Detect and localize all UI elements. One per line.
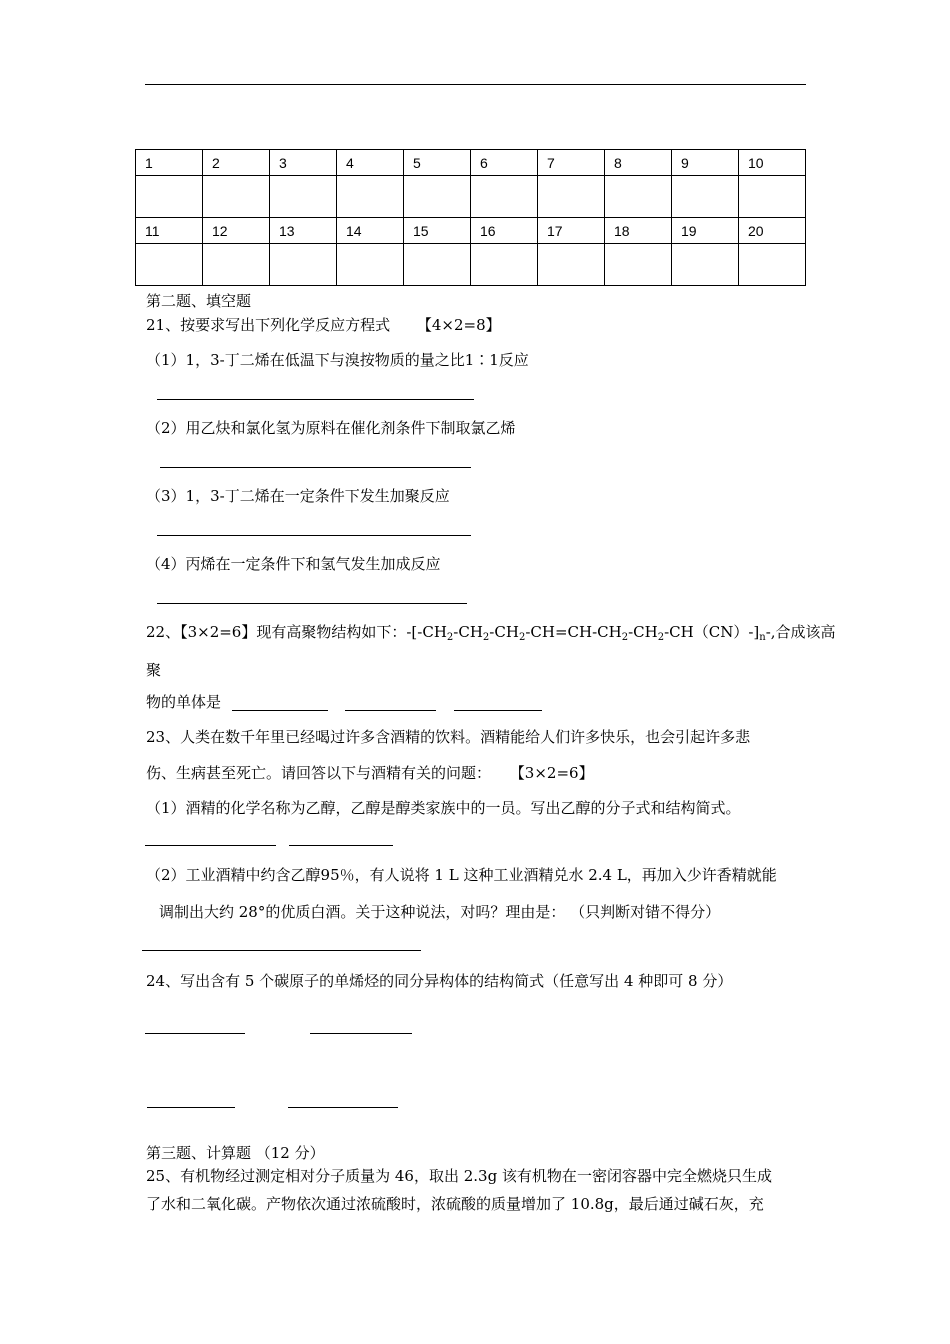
answer-line[interactable] — [142, 950, 421, 951]
table-cell: 19 — [672, 218, 739, 244]
q23-line2: 伤、生病甚至死亡。请回答以下与酒精有关的问题： 【3×2=6】 — [146, 764, 594, 782]
table-cell: 10 — [739, 150, 806, 176]
answer-cell[interactable] — [203, 244, 270, 286]
q21-item-2: （2）用乙炔和氯化氢为原料在催化剂条件下制取氯乙烯 — [146, 419, 516, 437]
table-cell: 13 — [270, 218, 337, 244]
answer-line[interactable] — [145, 1033, 245, 1034]
q22-line2: 聚 — [146, 661, 162, 679]
section3-title: 第三题、计算题 （12 分） — [146, 1144, 325, 1162]
answer-cell[interactable] — [270, 176, 337, 218]
table-row — [136, 218, 806, 244]
table-cell: 16 — [471, 218, 538, 244]
answer-cell[interactable] — [605, 176, 672, 218]
answer-line[interactable] — [157, 535, 471, 536]
answer-line[interactable] — [157, 399, 474, 400]
q21-item-3: （3）1，3-丁二烯在一定条件下发生加聚反应 — [146, 487, 450, 505]
answer-cell[interactable] — [471, 244, 538, 286]
q22-line1: 22、【3×2=6】现有高聚物结构如下：$-[-CH_2-CH_2-CH_2-CH=CH-CH_2-CH_2-CH(CN)-]_n-$,合成该高 — [146, 623, 836, 643]
table-cell: 2 — [203, 150, 270, 176]
header-rule — [145, 84, 806, 85]
answer-line[interactable] — [232, 710, 328, 711]
answer-cell[interactable] — [404, 176, 471, 218]
q23-score: 【3×2=6】 — [509, 764, 594, 782]
answer-line[interactable] — [145, 845, 276, 846]
answer-line[interactable] — [288, 1107, 398, 1108]
table-cell: 9 — [672, 150, 739, 176]
table-cell: 20 — [739, 218, 806, 244]
answer-cell[interactable] — [136, 244, 203, 286]
q24-text: 24、写出含有 5 个碳原子的单烯烃的同分异构体的结构简式（任意写出 4 种即可 8 分） — [146, 972, 733, 990]
q21-item-4: （4）丙烯在一定条件下和氢气发生加成反应 — [146, 555, 441, 573]
q21-text: 21、按要求写出下列化学反应方程式 — [146, 316, 391, 334]
q25-line1: 25、有机物经过测定相对分子质量为 46，取出 2.3g 该有机物在一密闭容器中完全燃烧只生成 — [146, 1167, 772, 1185]
q23-line1: 23、人类在数千年里已经喝过许多含酒精的饮料。酒精能给人们许多快乐，也会引起许多悲 — [146, 728, 751, 746]
q21-score: 【4×2=8】 — [416, 316, 501, 334]
answer-cell[interactable] — [404, 244, 471, 286]
answer-cell[interactable] — [672, 244, 739, 286]
answer-line[interactable] — [345, 710, 436, 711]
q21-item-1: （1）1，3-丁二烯在低温下与溴按物质的量之比1∶1反应 — [146, 351, 529, 369]
answer-line[interactable] — [147, 1107, 235, 1108]
section2-title: 第二题、填空题 — [146, 292, 252, 310]
answer-cell[interactable] — [337, 244, 404, 286]
answer-line[interactable] — [310, 1033, 412, 1034]
q23-item-2-line2: 调制出大约 28°的优质白酒。关于这种说法，对吗？理由是： （只判断对错不得分） — [159, 903, 721, 921]
table-cell: 3 — [270, 150, 337, 176]
q21-title — [146, 314, 501, 335]
answer-cell[interactable] — [203, 176, 270, 218]
answer-cell[interactable] — [739, 244, 806, 286]
answer-cell[interactable] — [136, 176, 203, 218]
table-cell: 17 — [538, 218, 605, 244]
q23-item-2-line1: （2）工业酒精中约含乙醇95％，有人说将 1 L 这种工业酒精兑水 2.4 L，再加入少许香精就能 — [146, 866, 777, 884]
table-cell: 8 — [605, 150, 672, 176]
table-cell: 14 — [337, 218, 404, 244]
table-cell: 6 — [471, 150, 538, 176]
table-cell: 5 — [404, 150, 471, 176]
answer-cell[interactable] — [270, 244, 337, 286]
answer-line[interactable] — [454, 710, 542, 711]
table-cell: 7 — [538, 150, 605, 176]
answer-cell[interactable] — [471, 176, 538, 218]
table-row — [136, 176, 806, 218]
answer-line[interactable] — [157, 603, 467, 604]
answer-line[interactable] — [160, 467, 471, 468]
answer-line[interactable] — [289, 845, 393, 846]
table-row — [136, 244, 806, 286]
answer-cell[interactable] — [538, 244, 605, 286]
answer-cell[interactable] — [739, 176, 806, 218]
answer-cell[interactable] — [538, 176, 605, 218]
table-cell: 1 — [136, 150, 203, 176]
table-cell: 15 — [404, 218, 471, 244]
answer-cell[interactable] — [337, 176, 404, 218]
table-cell: 4 — [337, 150, 404, 176]
answer-cell[interactable] — [605, 244, 672, 286]
answer-table — [135, 149, 806, 286]
q22-line3: 物的单体是 — [146, 693, 222, 711]
q25-line2: 了水和二氧化碳。产物依次通过浓硫酸时，浓硫酸的质量增加了 10.8g，最后通过碱石灰，充 — [146, 1195, 764, 1213]
table-cell: 12 — [203, 218, 270, 244]
table-cell: 11 — [136, 218, 203, 244]
q23-item-1: （1）酒精的化学名称为乙醇，乙醇是醇类家族中的一员。写出乙醇的分子式和结构简式。 — [146, 799, 741, 817]
table-row — [136, 150, 806, 176]
answer-cell[interactable] — [672, 176, 739, 218]
table-cell: 18 — [605, 218, 672, 244]
